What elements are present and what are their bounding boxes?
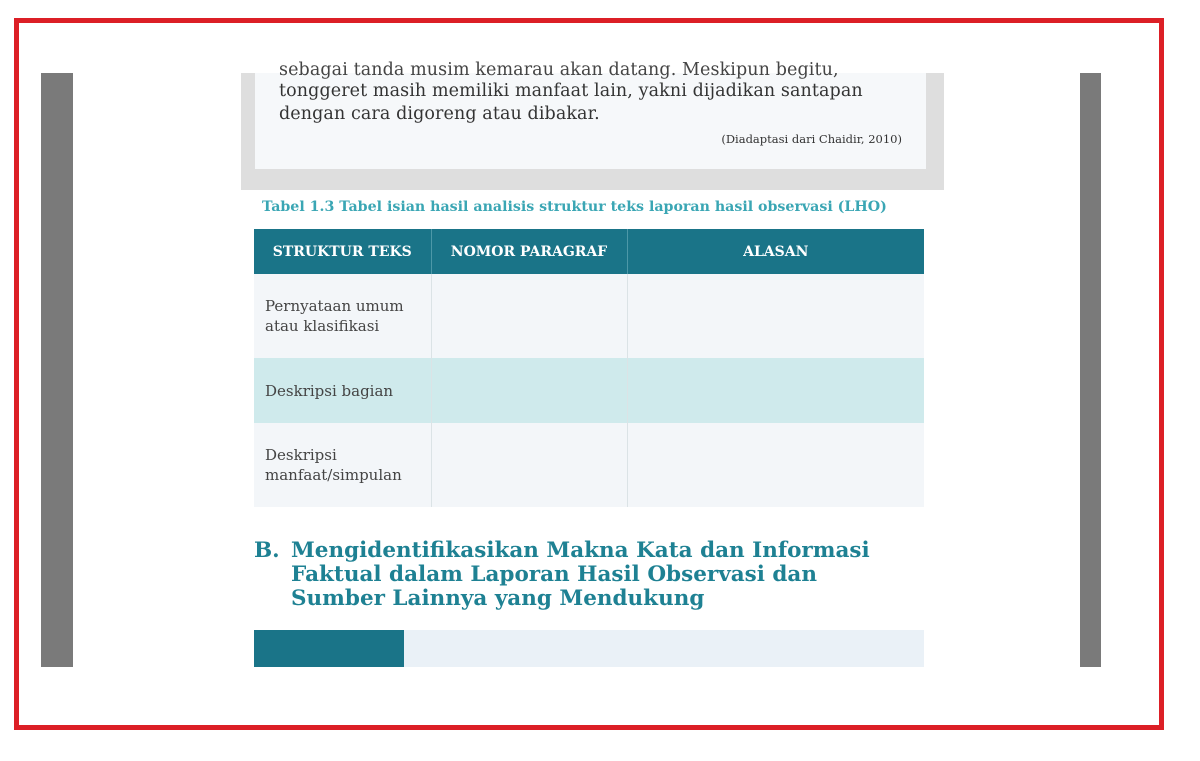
cell-struktur: Pernyataan umum atau klasifikasi [254, 274, 431, 358]
passage-line-cut: sebagai tanda musim kemarau akan datang. Meskipun begitu, [279, 60, 839, 80]
cell-alasan[interactable] [627, 358, 924, 423]
analysis-table [254, 229, 924, 507]
cell-nomor[interactable] [431, 358, 627, 423]
table-row [254, 358, 924, 423]
header-alasan: ALASAN [627, 229, 924, 274]
section-letter: B. [254, 538, 280, 563]
header-struktur-teks: STRUKTUR TEKS [254, 229, 431, 274]
passage-line: dengan cara digoreng atau dibakar. [279, 104, 600, 124]
left-margin-bar [41, 73, 73, 667]
right-scrollbar[interactable] [1080, 73, 1101, 667]
table-header-row [254, 229, 924, 274]
document-viewer [41, 60, 1101, 667]
passage-inner [255, 60, 926, 169]
cell-struktur: Deskripsi manfaat/simpulan [254, 423, 431, 507]
header-nomor-paragraf: NOMOR PARAGRAF [431, 229, 627, 274]
cell-alasan[interactable] [627, 274, 924, 358]
passage-line: tonggeret masih memiliki manfaat lain, yakni dijadikan santapan [279, 81, 863, 101]
cell-struktur: Deskripsi bagian [254, 358, 431, 423]
next-content-tab [254, 630, 404, 667]
table-row [254, 274, 924, 358]
cell-nomor[interactable] [431, 423, 627, 507]
table-row [254, 423, 924, 507]
table-caption: Tabel 1.3 Tabel isian hasil analisis struktur teks laporan hasil observasi (LHO) [262, 199, 887, 215]
cell-nomor[interactable] [431, 274, 627, 358]
cell-alasan[interactable] [627, 423, 924, 507]
passage-source: (Diadaptasi dari Chaidir, 2010) [721, 132, 902, 146]
section-title: Mengidentifikasikan Makna Kata dan Informasi Faktual dalam Laporan Hasil Observasi dan Sumber Lainnya yang Mendukung [291, 538, 870, 611]
passage-box [241, 60, 944, 190]
